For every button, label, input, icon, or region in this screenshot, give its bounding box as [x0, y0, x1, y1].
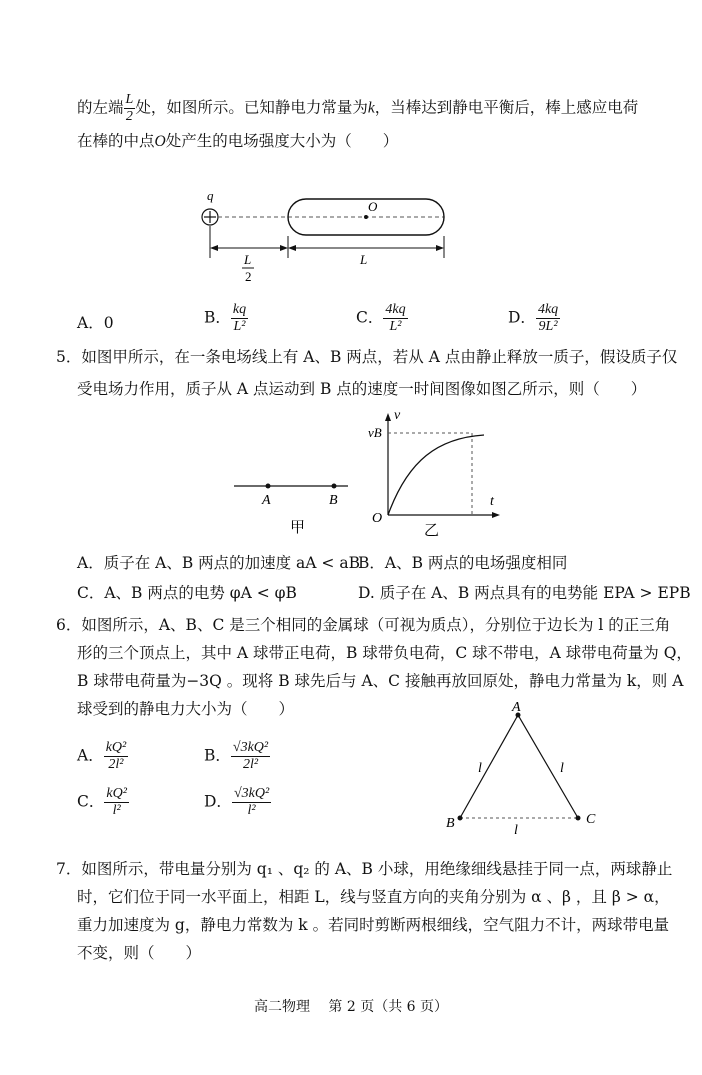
q4-option-c: C． $\frac{4kq}{\text{L²}}$	[356, 302, 406, 334]
fraction-L-over-2: $\frac{L}{2}$	[125, 92, 134, 124]
q6-line1: 6．如图所示，A、B、C 是三个相同的金属球（可视为质点），分别位于边长为 l 的正三角	[56, 616, 671, 634]
svg-text:乙: 乙	[424, 523, 440, 539]
q5-line1: 5．如图甲所示，在一条电场线上有 A、B 两点，若从 A 点由静止释放一质子，假设质子仅	[56, 348, 678, 366]
q6-option-d: D． $\frac{\text{√3kQ²}}{\text{l²}}$	[204, 786, 270, 818]
ball-C	[576, 816, 581, 821]
point-A	[266, 484, 271, 489]
q4-rod-figure	[190, 180, 460, 290]
svg-text:v: v	[394, 408, 401, 423]
svg-text:L: L	[360, 252, 368, 267]
q5-option-d: D. 质子在 A、B 两点具有的电势能 EPA > EPB	[358, 584, 691, 602]
q6-line2: 形的三个顶点上，其中 A 球带正电荷，B 球带负电荷，C 球不带电，A 球带电荷量为 Q，	[77, 644, 692, 662]
svg-text:vB: vB	[368, 425, 382, 440]
svg-text:O: O	[372, 511, 383, 526]
q5-figures	[228, 405, 508, 545]
svg-text:A: A	[262, 493, 271, 508]
svg-text:l: l	[478, 761, 482, 776]
q7-line3: 重力加速度为 g，静电力常数为 k 。若同时剪断两根细线，空气阻力不计，两球带电量	[77, 916, 670, 934]
velocity-curve	[388, 435, 484, 515]
svg-text:2: 2	[245, 269, 252, 284]
q6-option-a: A． $\frac{\text{kQ²}}{\text{2l²}}$	[77, 740, 127, 772]
q4-line2: 在棒的中点O处产生的电场强度大小为（ ）	[77, 132, 399, 150]
q4-option-b: B． $\frac{kq}{\text{L²}}$	[204, 302, 247, 334]
q6-triangle-figure	[440, 700, 610, 840]
svg-text:B: B	[446, 816, 455, 831]
q4-option-a: A．0	[77, 314, 114, 332]
q7-line1: 7．如图所示，带电量分别为 q₁ 、q₂ 的 A、B 小球，用绝缘细线悬挂于同一点，两球静止	[56, 860, 673, 878]
svg-text:O: O	[368, 199, 378, 214]
svg-text:l: l	[560, 761, 564, 776]
q6-line3: B 球带电荷量为−3Q 。现将 B 球先后与 A、C 接触再放回原处，静电力常量为 k，则 A	[77, 672, 684, 690]
q7-line2: 时，它们位于同一水平面上，相距 L，线与竖直方向的夹角分别为 α 、β ，且 β > α，	[77, 888, 670, 906]
q5-option-c: C．A、B 两点的电势 φA < φB	[77, 584, 297, 602]
q4-line1: 的左端 $\frac{L}{2}$ 处，如图所示。已知静电力常量为k，当棒达到静电平衡后，棒上感应电荷	[77, 92, 639, 124]
q5-option-b: B．A、B 两点的电场强度相同	[358, 554, 568, 572]
svg-text:甲: 甲	[290, 520, 306, 536]
page-footer: 高二物理 第 2 页（共 6 页）	[253, 999, 449, 1015]
q7-line4: 不变，则（ ）	[77, 944, 202, 962]
ball-B	[458, 816, 463, 821]
svg-text:B: B	[329, 493, 338, 508]
q6-option-b: B． $\frac{\text{√3kQ²}}{\text{2l²}}$	[204, 740, 269, 772]
charge-q-label: q	[207, 188, 214, 203]
q5-option-a: A．质子在 A、B 两点的加速度 aA < aB	[77, 554, 360, 572]
svg-text:L: L	[244, 252, 252, 267]
svg-text:C: C	[586, 812, 596, 827]
q6-line4: 球受到的静电力大小为（ ）	[77, 700, 295, 718]
midpoint-O	[364, 215, 368, 219]
point-B	[332, 484, 337, 489]
svg-text:A: A	[512, 700, 521, 715]
q6-option-c: C． $\frac{\text{kQ²}}{\text{l²}}$	[77, 786, 127, 818]
svg-text:t: t	[490, 494, 494, 509]
q4-option-d: D． $\frac{4kq}{\text{9L²}}$	[508, 302, 559, 334]
q5-line2: 受电场力作用，质子从 A 点运动到 B 点的速度一时间图像如图乙所示，则（ ）	[77, 380, 647, 398]
svg-text:l: l	[514, 823, 518, 838]
